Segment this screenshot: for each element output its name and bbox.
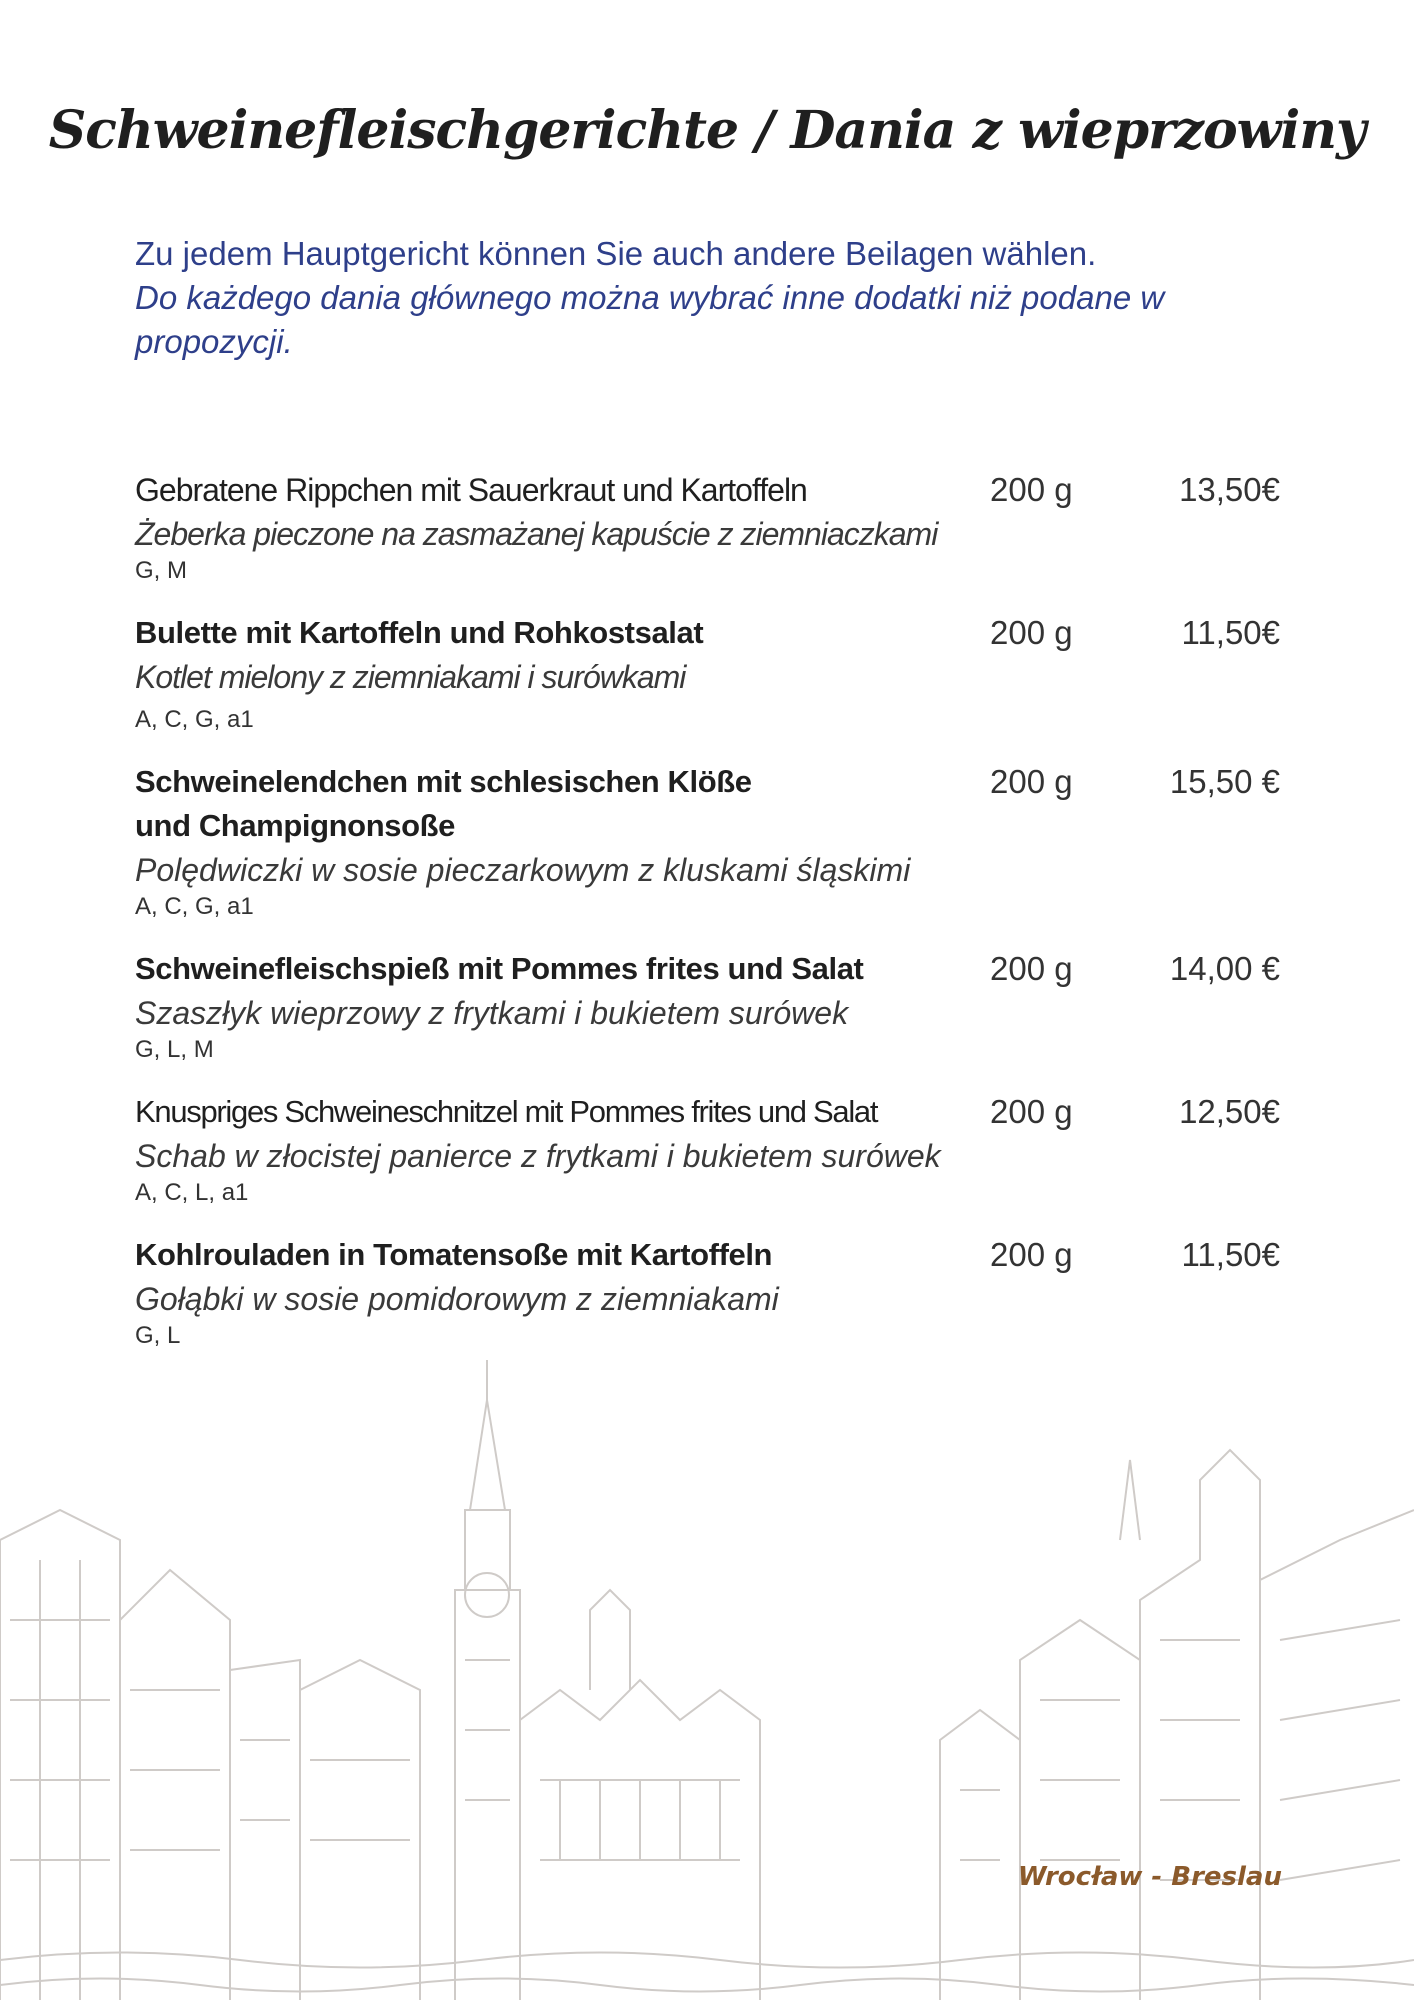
dish-allergens: G, L [135, 1322, 181, 1349]
footer-city-label: Wrocław - Breslau [1017, 1862, 1282, 1892]
dish-allergens: A, C, L, a1 [135, 1179, 249, 1206]
dish-weight: 200 g [990, 614, 1073, 651]
dish-name-pl: Kotlet mielony z ziemniakami i surówkami [135, 659, 686, 695]
dish-name-pl: Żeberka pieczone na zasmażanej kapuście z ziemniaczkami [135, 516, 938, 552]
dish-price: 13,50€ [1179, 471, 1280, 508]
dish-allergens: G, L, M [135, 1036, 214, 1063]
dish-price: 12,50€ [1179, 1093, 1280, 1130]
menu-list [135, 468, 1280, 1376]
city-skyline-illustration [0, 1360, 1414, 2000]
dish-name-de [135, 760, 985, 848]
dish-name-de-line1: Schweinelendchen mit schlesischen Klöße [135, 764, 752, 799]
menu-item [135, 760, 1280, 922]
dish-price: 15,50 € [1169, 763, 1280, 800]
menu-item [135, 611, 1280, 735]
menu-item [135, 1090, 1280, 1208]
dish-weight: 200 g [990, 1093, 1073, 1130]
dish-name-pl: Polędwiczki w sosie pieczarkowym z kluskami śląskimi [135, 852, 911, 888]
dish-price: 11,50€ [1181, 1236, 1280, 1273]
dish-name-pl: Szaszłyk wieprzowy z frytkami i bukietem surówek [135, 995, 849, 1031]
menu-item [135, 947, 1280, 1065]
dish-weight: 200 g [990, 471, 1073, 508]
page-title: Schweinefleischgerichte / Dania z wieprzowiny [48, 100, 1366, 161]
dish-name-de-line2: und Champignonsoße [135, 808, 455, 843]
dish-name-pl: Schab w złocistej panierce z frytkami i bukietem surówek [135, 1138, 941, 1174]
dish-weight: 200 g [990, 950, 1073, 987]
dish-name-pl: Gołąbki w sosie pomidorowym z ziemniakami [135, 1281, 779, 1317]
dish-name-de: Kohlrouladen in Tomatensoße mit Kartoffeln [135, 1237, 773, 1272]
menu-item [135, 1233, 1280, 1351]
dish-name-de: Knuspriges Schweineschnitzel mit Pommes frites und Salat [135, 1094, 878, 1129]
dish-allergens: A, C, G, a1 [135, 706, 254, 733]
dish-allergens: G, M [135, 557, 187, 584]
dish-weight: 200 g [990, 1236, 1073, 1273]
dish-price: 14,00 € [1169, 950, 1280, 987]
dish-price: 11,50€ [1181, 614, 1280, 651]
dish-name-de: Bulette mit Kartoffeln und Rohkostsalat [135, 615, 704, 650]
dish-name-de: Gebratene Rippchen mit Sauerkraut und Kartoffeln [135, 472, 807, 508]
dish-name-de: Schweinefleischspieß mit Pommes frites und Salat [135, 951, 864, 986]
dish-allergens: A, C, G, a1 [135, 893, 254, 920]
intro-note-de: Zu jedem Hauptgericht können Sie auch andere Beilagen wählen. [135, 235, 1097, 272]
dish-weight: 200 g [990, 763, 1073, 800]
intro-note [135, 232, 1295, 364]
menu-item [135, 468, 1280, 586]
intro-note-pl: Do każdego dania głównego można wybrać inne dodatki niż podane w propozycji. [135, 279, 1165, 360]
